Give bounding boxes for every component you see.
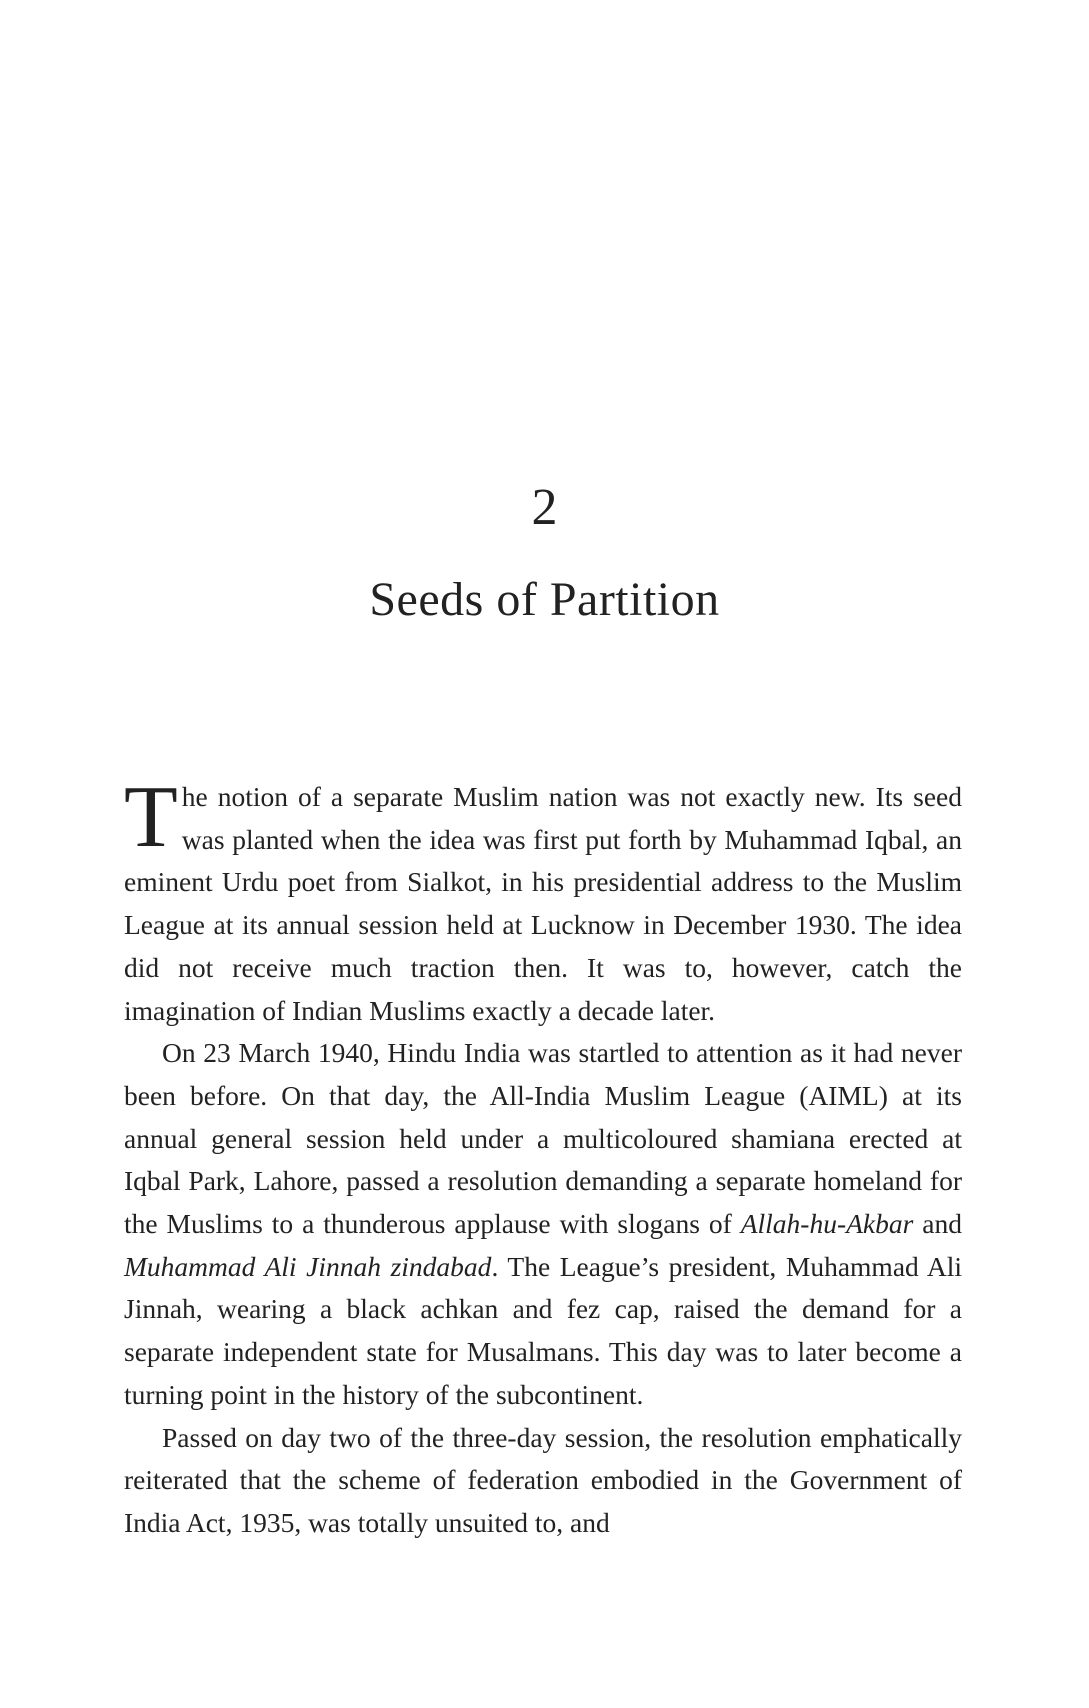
paragraph-2-text-b: and [913,1208,962,1240]
paragraph-3-text: Passed on day two of the three-day session, the resolution emphatically reiterated that the scheme of federation embodied in the Government of India Act, 1935, was totally unsuited to, and [124,1421,962,1538]
paragraph-2-text-c: . The League’s president, Muhammad Ali Jinnah, wearing a black achkan and fez cap, raised the demand for a separate independent state for Musalmans. This day was to later become a turning point in the history of the subcontinent. [124,1250,962,1410]
paragraph-1 [124,769,962,1032]
paragraph-2-italic-b: Muhammad Ali Jinnah zindabad [124,1250,492,1282]
chapter-title: Seeds of Partition [369,573,720,626]
paragraph-2-italic-a: Allah-hu-Akbar [740,1208,914,1240]
paragraph-1-text: he notion of a separate Muslim nation was not exactly new. Its seed was planted when the idea was first put forth by Muhammad Iqbal, an eminent Urdu poet from Sialkot, in his presidential address to the Muslim League at its annual session held at Lucknow in December 1930. The idea did not receive much traction then. It was to, however, catch the imagination of Indian Muslims exactly a decade later. [124,781,962,1026]
drop-cap: T [124,769,178,866]
paragraph-2-text-a: On 23 March 1940, Hindu India was startled to attention as it had never been before. On that day, the All-India Muslim League (AIML) at its annual general session held under a multicoloured shamiana erected at Iqbal Park, Lahore, passed a resolution demanding a separate homeland for the Muslims to a thunderous applause with slogans of [124,1037,962,1240]
chapter-body [124,769,962,1545]
paragraph-3 [124,1417,962,1545]
chapter-number: 2 [531,479,558,536]
paragraph-2 [124,1032,962,1416]
